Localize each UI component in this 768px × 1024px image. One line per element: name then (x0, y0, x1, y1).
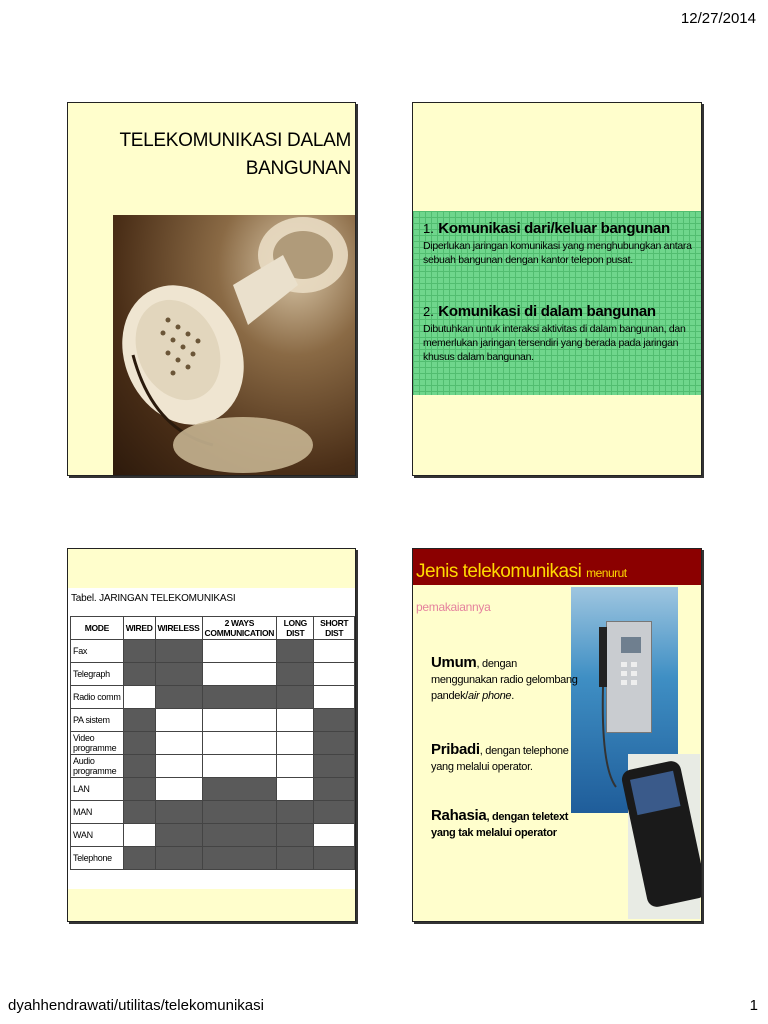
title-line-1: TELEKOMUNIKASI DALAM (119, 130, 351, 151)
point-end: . (511, 690, 514, 702)
filled-cell (123, 640, 155, 663)
mode-cell: Radio comm (71, 686, 124, 709)
table-row (71, 801, 355, 824)
filled-cell (314, 732, 355, 755)
col-header: MODE (71, 617, 124, 640)
col-header: WIRELESS (155, 617, 202, 640)
slide-4-title (416, 561, 627, 583)
slide-1-title (111, 127, 351, 183)
col-header: 2 WAYS COMMUNICATION (202, 617, 277, 640)
telephone-handset-image (113, 215, 355, 475)
filled-cell (277, 847, 314, 870)
network-table (70, 616, 355, 870)
filled-cell (314, 778, 355, 801)
point-text: , dengan telephone yang melalui operator. (431, 745, 569, 773)
empty-cell (202, 663, 277, 686)
point-text: , dengan menggunakan radio gelombang pandek/ (431, 658, 578, 702)
item-heading: Komunikasi dari/keluar bangunan (438, 220, 670, 237)
empty-cell (155, 755, 202, 778)
empty-cell (202, 640, 277, 663)
filled-cell (202, 847, 277, 870)
point-italic: air phone (468, 690, 512, 702)
filled-cell (314, 801, 355, 824)
empty-cell (277, 732, 314, 755)
table-row (71, 709, 355, 732)
filled-cell (155, 801, 202, 824)
filled-cell (155, 686, 202, 709)
empty-cell (314, 640, 355, 663)
empty-cell (155, 778, 202, 801)
filled-cell (202, 824, 277, 847)
point-item (431, 742, 581, 775)
table-row (71, 640, 355, 663)
mode-cell: Fax (71, 640, 124, 663)
point-text: , dengan teletext yang tak melalui operator (431, 811, 569, 839)
table-row (71, 778, 355, 801)
filled-cell (123, 709, 155, 732)
footer-path: dyahhendrawati/utilitas/telekomunikasi (8, 997, 264, 1014)
col-header: SHORT DIST (314, 617, 355, 640)
item-number: 1. (423, 221, 434, 236)
empty-cell (155, 732, 202, 755)
phone-screen (630, 771, 681, 815)
table-row (71, 847, 355, 870)
mode-cell: Audio programme (71, 755, 124, 778)
item-description: Dibutuhkan untuk interaksi aktivitas di dalam bangunan, dan memerlukan jaringan tersendiri yang berada pada jaringan khusus dalam bangunan. (423, 323, 686, 363)
page-number: 1 (749, 997, 758, 1014)
empty-cell (314, 824, 355, 847)
empty-cell (202, 755, 277, 778)
filled-cell (277, 824, 314, 847)
filled-cell (123, 801, 155, 824)
table-row (71, 686, 355, 709)
mobile-phone-image (628, 754, 700, 919)
title-suffix: menurut (586, 566, 627, 580)
phone-body (620, 759, 702, 908)
filled-cell (155, 824, 202, 847)
filled-cell (202, 801, 277, 824)
empty-cell (277, 778, 314, 801)
filled-cell (155, 663, 202, 686)
item-number: 2. (423, 304, 434, 319)
point-item (431, 808, 581, 841)
empty-cell (314, 663, 355, 686)
table-row (71, 663, 355, 686)
filled-cell (277, 640, 314, 663)
col-header: LONG DIST (277, 617, 314, 640)
filled-cell (202, 686, 277, 709)
slide-4 (412, 548, 702, 922)
point-heading: Pribadi (431, 741, 480, 758)
filled-cell (155, 640, 202, 663)
table-row (71, 732, 355, 755)
list-item (423, 303, 698, 364)
point-heading: Rahasia (431, 807, 487, 824)
filled-cell (314, 709, 355, 732)
slide-3 (67, 548, 356, 922)
empty-cell (314, 686, 355, 709)
empty-cell (277, 755, 314, 778)
mode-cell: LAN (71, 778, 124, 801)
filled-cell (314, 755, 355, 778)
mode-cell: Telegraph (71, 663, 124, 686)
empty-cell (202, 709, 277, 732)
empty-cell (202, 732, 277, 755)
filled-cell (155, 847, 202, 870)
header-date: 12/27/2014 (680, 10, 756, 27)
point-heading: Umum (431, 654, 477, 671)
title-main: Jenis telekomunikasi (416, 561, 582, 582)
filled-cell (277, 663, 314, 686)
table-row (71, 824, 355, 847)
filled-cell (314, 847, 355, 870)
mode-cell: MAN (71, 801, 124, 824)
filled-cell (277, 686, 314, 709)
title-line-2: BANGUNAN (245, 158, 351, 179)
filled-cell (123, 778, 155, 801)
empty-cell (123, 824, 155, 847)
empty-cell (123, 686, 155, 709)
empty-cell (155, 709, 202, 732)
mode-cell: PA sistem (71, 709, 124, 732)
filled-cell (123, 732, 155, 755)
item-heading: Komunikasi di dalam bangunan (438, 303, 656, 320)
filled-cell (202, 778, 277, 801)
point-item (431, 655, 581, 704)
slide-2 (412, 102, 702, 476)
col-header: WIRED (123, 617, 155, 640)
filled-cell (123, 847, 155, 870)
mode-cell: Video programme (71, 732, 124, 755)
table-caption: Tabel. JARINGAN TELEKOMUNIKASI (71, 593, 236, 604)
slide-1 (67, 102, 356, 476)
item-description: Diperlukan jaringan komunikasi yang menghubungkan antara sebuah bangunan dengan kantor telepon pusat. (423, 240, 692, 266)
table-row (71, 755, 355, 778)
filled-cell (277, 801, 314, 824)
mode-cell: WAN (71, 824, 124, 847)
mode-cell: Telephone (71, 847, 124, 870)
filled-cell (123, 663, 155, 686)
title-line-2: pemakaiannya (416, 600, 491, 614)
table-panel (68, 588, 355, 889)
empty-cell (277, 709, 314, 732)
list-item (423, 220, 698, 267)
filled-cell (123, 755, 155, 778)
